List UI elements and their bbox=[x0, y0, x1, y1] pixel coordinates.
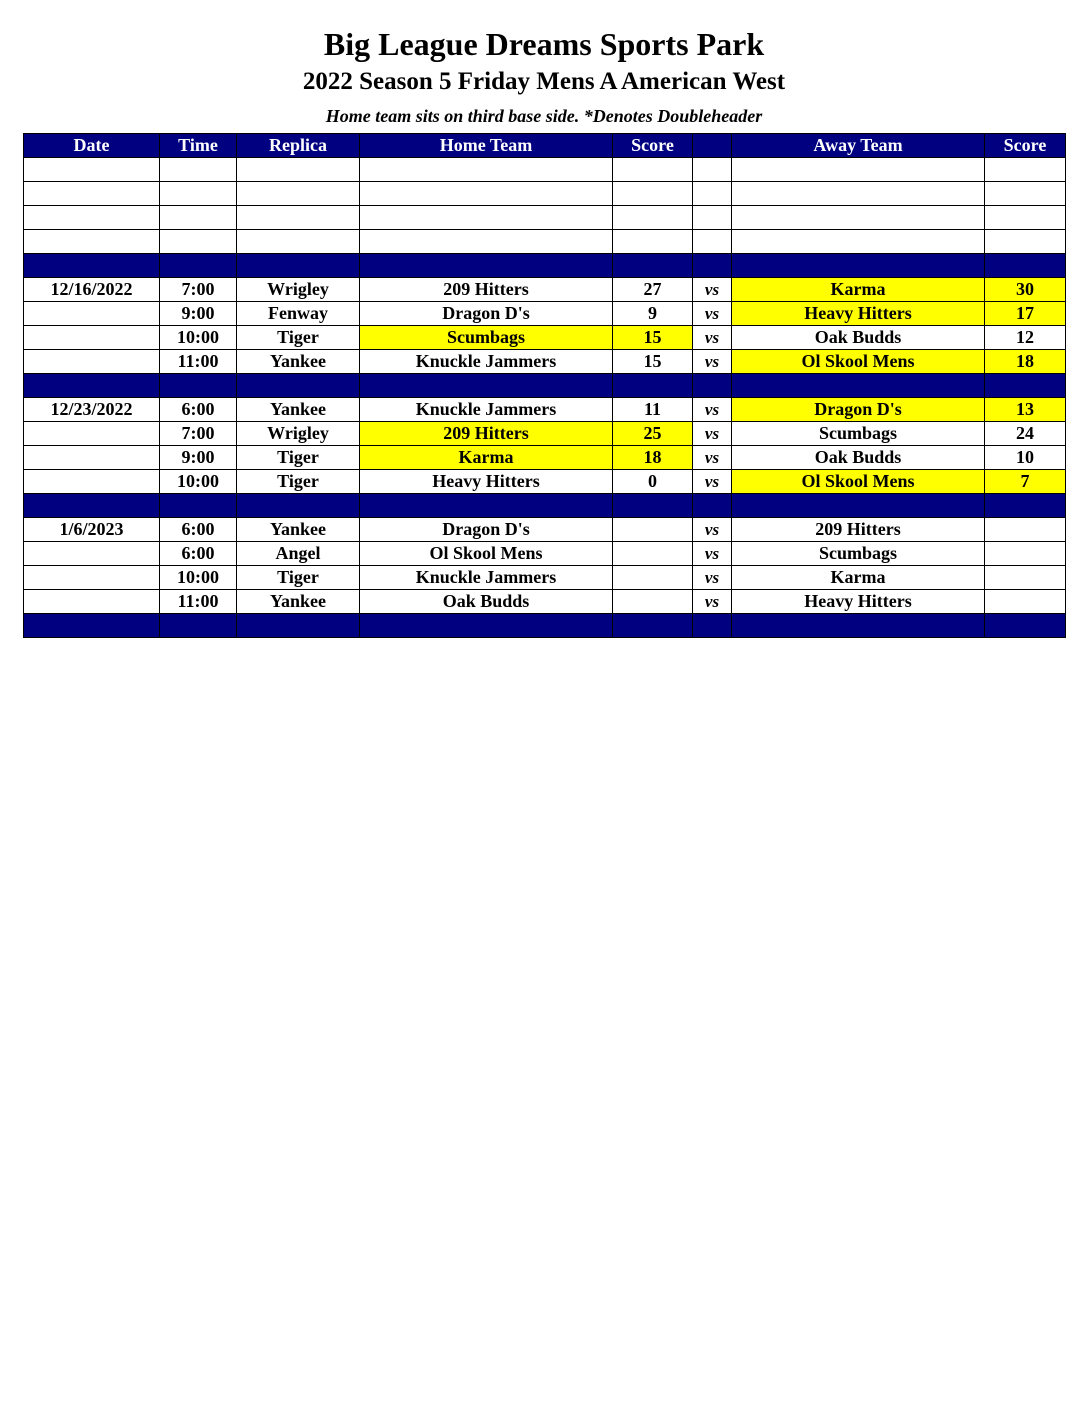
game-row bbox=[24, 542, 1066, 566]
vs-cell: vs bbox=[693, 542, 732, 566]
col-header-time: Time bbox=[160, 134, 237, 158]
time-cell bbox=[160, 206, 237, 230]
time-cell: 7:00 bbox=[160, 422, 237, 446]
replica-cell: Tiger bbox=[237, 326, 360, 350]
replica-cell: Yankee bbox=[237, 518, 360, 542]
time-cell: 6:00 bbox=[160, 398, 237, 422]
col-header-vs bbox=[693, 134, 732, 158]
time-cell: 6:00 bbox=[160, 542, 237, 566]
home-score-cell: 18 bbox=[613, 446, 693, 470]
home-score-cell bbox=[613, 158, 693, 182]
date-cell bbox=[24, 350, 160, 374]
replica-cell: Wrigley bbox=[237, 278, 360, 302]
home-score-cell: 0 bbox=[613, 470, 693, 494]
vs-cell bbox=[693, 206, 732, 230]
home-score-cell: 9 bbox=[613, 302, 693, 326]
replica-cell: Yankee bbox=[237, 590, 360, 614]
game-row bbox=[24, 278, 1066, 302]
away-team-cell: Oak Budds bbox=[732, 446, 985, 470]
page-subtitle: 2022 Season 5 Friday Mens A American West bbox=[302, 68, 786, 95]
date-cell bbox=[24, 542, 160, 566]
away-score-cell: 17 bbox=[985, 302, 1066, 326]
home-score-cell bbox=[613, 566, 693, 590]
away-score-cell bbox=[985, 566, 1066, 590]
home-team-cell: Dragon D's bbox=[360, 518, 613, 542]
vs-cell bbox=[693, 230, 732, 254]
home-score-cell bbox=[613, 182, 693, 206]
col-header-away-score: Score bbox=[985, 134, 1066, 158]
time-cell: 10:00 bbox=[160, 566, 237, 590]
schedule-table bbox=[23, 133, 1066, 638]
vs-cell: vs bbox=[693, 422, 732, 446]
page-note: Home team sits on third base side. *Denotes Doubleheader bbox=[325, 106, 763, 126]
blank-row bbox=[24, 182, 1066, 206]
game-row bbox=[24, 302, 1066, 326]
page-title: Big League Dreams Sports Park bbox=[323, 26, 765, 62]
vs-cell bbox=[693, 494, 732, 518]
vs-cell: vs bbox=[693, 446, 732, 470]
home-team-cell: Karma bbox=[360, 446, 613, 470]
home-score-cell bbox=[613, 494, 693, 518]
home-score-cell: 15 bbox=[613, 350, 693, 374]
time-cell bbox=[160, 614, 237, 638]
time-cell bbox=[160, 230, 237, 254]
game-row bbox=[24, 590, 1066, 614]
home-team-cell bbox=[360, 158, 613, 182]
home-team-cell: 209 Hitters bbox=[360, 422, 613, 446]
vs-cell: vs bbox=[693, 278, 732, 302]
replica-cell: Tiger bbox=[237, 470, 360, 494]
home-team-cell: Knuckle Jammers bbox=[360, 350, 613, 374]
away-score-cell bbox=[985, 374, 1066, 398]
replica-cell: Tiger bbox=[237, 446, 360, 470]
time-cell bbox=[160, 254, 237, 278]
blank-row bbox=[24, 206, 1066, 230]
vs-cell: vs bbox=[693, 566, 732, 590]
time-cell: 6:00 bbox=[160, 518, 237, 542]
date-cell bbox=[24, 446, 160, 470]
col-header-home-score: Score bbox=[613, 134, 693, 158]
time-cell bbox=[160, 182, 237, 206]
home-team-cell: Knuckle Jammers bbox=[360, 398, 613, 422]
home-score-cell bbox=[613, 590, 693, 614]
home-score-cell bbox=[613, 542, 693, 566]
home-team-cell: Knuckle Jammers bbox=[360, 566, 613, 590]
game-row bbox=[24, 422, 1066, 446]
date-cell bbox=[24, 254, 160, 278]
home-team-cell bbox=[360, 182, 613, 206]
date-cell bbox=[24, 470, 160, 494]
away-score-cell bbox=[985, 590, 1066, 614]
home-score-cell bbox=[613, 374, 693, 398]
away-score-cell bbox=[985, 182, 1066, 206]
vs-cell: vs bbox=[693, 302, 732, 326]
vs-cell bbox=[693, 374, 732, 398]
replica-cell: Fenway bbox=[237, 302, 360, 326]
home-team-cell bbox=[360, 494, 613, 518]
game-row bbox=[24, 446, 1066, 470]
time-cell: 10:00 bbox=[160, 326, 237, 350]
replica-cell bbox=[237, 254, 360, 278]
away-team-cell bbox=[732, 614, 985, 638]
home-score-cell: 25 bbox=[613, 422, 693, 446]
separator-row bbox=[24, 614, 1066, 638]
away-score-cell bbox=[985, 254, 1066, 278]
date-cell bbox=[24, 566, 160, 590]
home-score-cell: 15 bbox=[613, 326, 693, 350]
time-cell: 7:00 bbox=[160, 278, 237, 302]
date-cell bbox=[24, 302, 160, 326]
vs-cell bbox=[693, 614, 732, 638]
blank-row bbox=[24, 230, 1066, 254]
home-score-cell bbox=[613, 254, 693, 278]
col-header-date: Date bbox=[24, 134, 160, 158]
col-header-replica: Replica bbox=[237, 134, 360, 158]
time-cell: 9:00 bbox=[160, 302, 237, 326]
game-row bbox=[24, 326, 1066, 350]
away-score-cell: 12 bbox=[985, 326, 1066, 350]
home-team-cell: Dragon D's bbox=[360, 302, 613, 326]
time-cell bbox=[160, 158, 237, 182]
home-team-cell: Heavy Hitters bbox=[360, 470, 613, 494]
away-score-cell bbox=[985, 518, 1066, 542]
away-team-cell bbox=[732, 494, 985, 518]
home-team-cell bbox=[360, 614, 613, 638]
away-score-cell bbox=[985, 206, 1066, 230]
home-team-cell: Ol Skool Mens bbox=[360, 542, 613, 566]
vs-cell: vs bbox=[693, 326, 732, 350]
vs-cell: vs bbox=[693, 398, 732, 422]
away-score-cell bbox=[985, 614, 1066, 638]
replica-cell bbox=[237, 230, 360, 254]
home-team-cell: Oak Budds bbox=[360, 590, 613, 614]
away-team-cell bbox=[732, 158, 985, 182]
replica-cell bbox=[237, 206, 360, 230]
game-row bbox=[24, 398, 1066, 422]
date-cell: 12/23/2022 bbox=[24, 398, 160, 422]
replica-cell: Yankee bbox=[237, 398, 360, 422]
home-score-cell: 11 bbox=[613, 398, 693, 422]
blank-row bbox=[24, 158, 1066, 182]
away-score-cell: 7 bbox=[985, 470, 1066, 494]
home-score-cell bbox=[613, 230, 693, 254]
time-cell bbox=[160, 494, 237, 518]
vs-cell: vs bbox=[693, 590, 732, 614]
home-team-cell bbox=[360, 374, 613, 398]
away-score-cell bbox=[985, 230, 1066, 254]
schedule-body bbox=[24, 158, 1066, 638]
away-score-cell: 18 bbox=[985, 350, 1066, 374]
replica-cell: Angel bbox=[237, 542, 360, 566]
away-team-cell: Scumbags bbox=[732, 542, 985, 566]
time-cell: 11:00 bbox=[160, 350, 237, 374]
game-row bbox=[24, 470, 1066, 494]
separator-row bbox=[24, 374, 1066, 398]
game-row bbox=[24, 350, 1066, 374]
vs-cell: vs bbox=[693, 470, 732, 494]
separator-row bbox=[24, 494, 1066, 518]
home-score-cell bbox=[613, 614, 693, 638]
replica-cell: Wrigley bbox=[237, 422, 360, 446]
game-row bbox=[24, 518, 1066, 542]
vs-cell: vs bbox=[693, 350, 732, 374]
away-team-cell bbox=[732, 374, 985, 398]
away-team-cell bbox=[732, 182, 985, 206]
time-cell: 10:00 bbox=[160, 470, 237, 494]
away-score-cell bbox=[985, 158, 1066, 182]
replica-cell bbox=[237, 158, 360, 182]
home-team-cell bbox=[360, 254, 613, 278]
col-header-home-team: Home Team bbox=[360, 134, 613, 158]
date-cell bbox=[24, 182, 160, 206]
away-team-cell: Scumbags bbox=[732, 422, 985, 446]
date-cell: 1/6/2023 bbox=[24, 518, 160, 542]
home-score-cell: 27 bbox=[613, 278, 693, 302]
home-score-cell bbox=[613, 206, 693, 230]
date-cell bbox=[24, 590, 160, 614]
home-score-cell bbox=[613, 518, 693, 542]
away-team-cell: Karma bbox=[732, 278, 985, 302]
replica-cell bbox=[237, 182, 360, 206]
away-team-cell bbox=[732, 230, 985, 254]
away-team-cell: Ol Skool Mens bbox=[732, 350, 985, 374]
away-team-cell bbox=[732, 254, 985, 278]
vs-cell bbox=[693, 158, 732, 182]
replica-cell bbox=[237, 374, 360, 398]
vs-cell: vs bbox=[693, 518, 732, 542]
away-score-cell bbox=[985, 494, 1066, 518]
away-team-cell: Karma bbox=[732, 566, 985, 590]
col-header-away-team: Away Team bbox=[732, 134, 985, 158]
date-cell bbox=[24, 494, 160, 518]
away-team-cell: Oak Budds bbox=[732, 326, 985, 350]
date-cell bbox=[24, 374, 160, 398]
date-cell bbox=[24, 206, 160, 230]
date-cell bbox=[24, 422, 160, 446]
away-team-cell: Ol Skool Mens bbox=[732, 470, 985, 494]
date-cell bbox=[24, 230, 160, 254]
date-cell bbox=[24, 158, 160, 182]
time-cell bbox=[160, 374, 237, 398]
replica-cell: Tiger bbox=[237, 566, 360, 590]
vs-cell bbox=[693, 254, 732, 278]
separator-row bbox=[24, 254, 1066, 278]
home-team-cell: 209 Hitters bbox=[360, 278, 613, 302]
away-score-cell bbox=[985, 542, 1066, 566]
date-cell bbox=[24, 614, 160, 638]
replica-cell: Yankee bbox=[237, 350, 360, 374]
time-cell: 11:00 bbox=[160, 590, 237, 614]
replica-cell bbox=[237, 614, 360, 638]
time-cell: 9:00 bbox=[160, 446, 237, 470]
away-score-cell: 30 bbox=[985, 278, 1066, 302]
vs-cell bbox=[693, 182, 732, 206]
date-cell: 12/16/2022 bbox=[24, 278, 160, 302]
date-cell bbox=[24, 326, 160, 350]
away-team-cell bbox=[732, 206, 985, 230]
away-score-cell: 10 bbox=[985, 446, 1066, 470]
header-row bbox=[24, 134, 1066, 158]
away-team-cell: Heavy Hitters bbox=[732, 302, 985, 326]
away-team-cell: Dragon D's bbox=[732, 398, 985, 422]
away-team-cell: Heavy Hitters bbox=[732, 590, 985, 614]
replica-cell bbox=[237, 494, 360, 518]
home-team-cell: Scumbags bbox=[360, 326, 613, 350]
away-score-cell: 24 bbox=[985, 422, 1066, 446]
game-row bbox=[24, 566, 1066, 590]
home-team-cell bbox=[360, 230, 613, 254]
away-score-cell: 13 bbox=[985, 398, 1066, 422]
away-team-cell: 209 Hitters bbox=[732, 518, 985, 542]
home-team-cell bbox=[360, 206, 613, 230]
